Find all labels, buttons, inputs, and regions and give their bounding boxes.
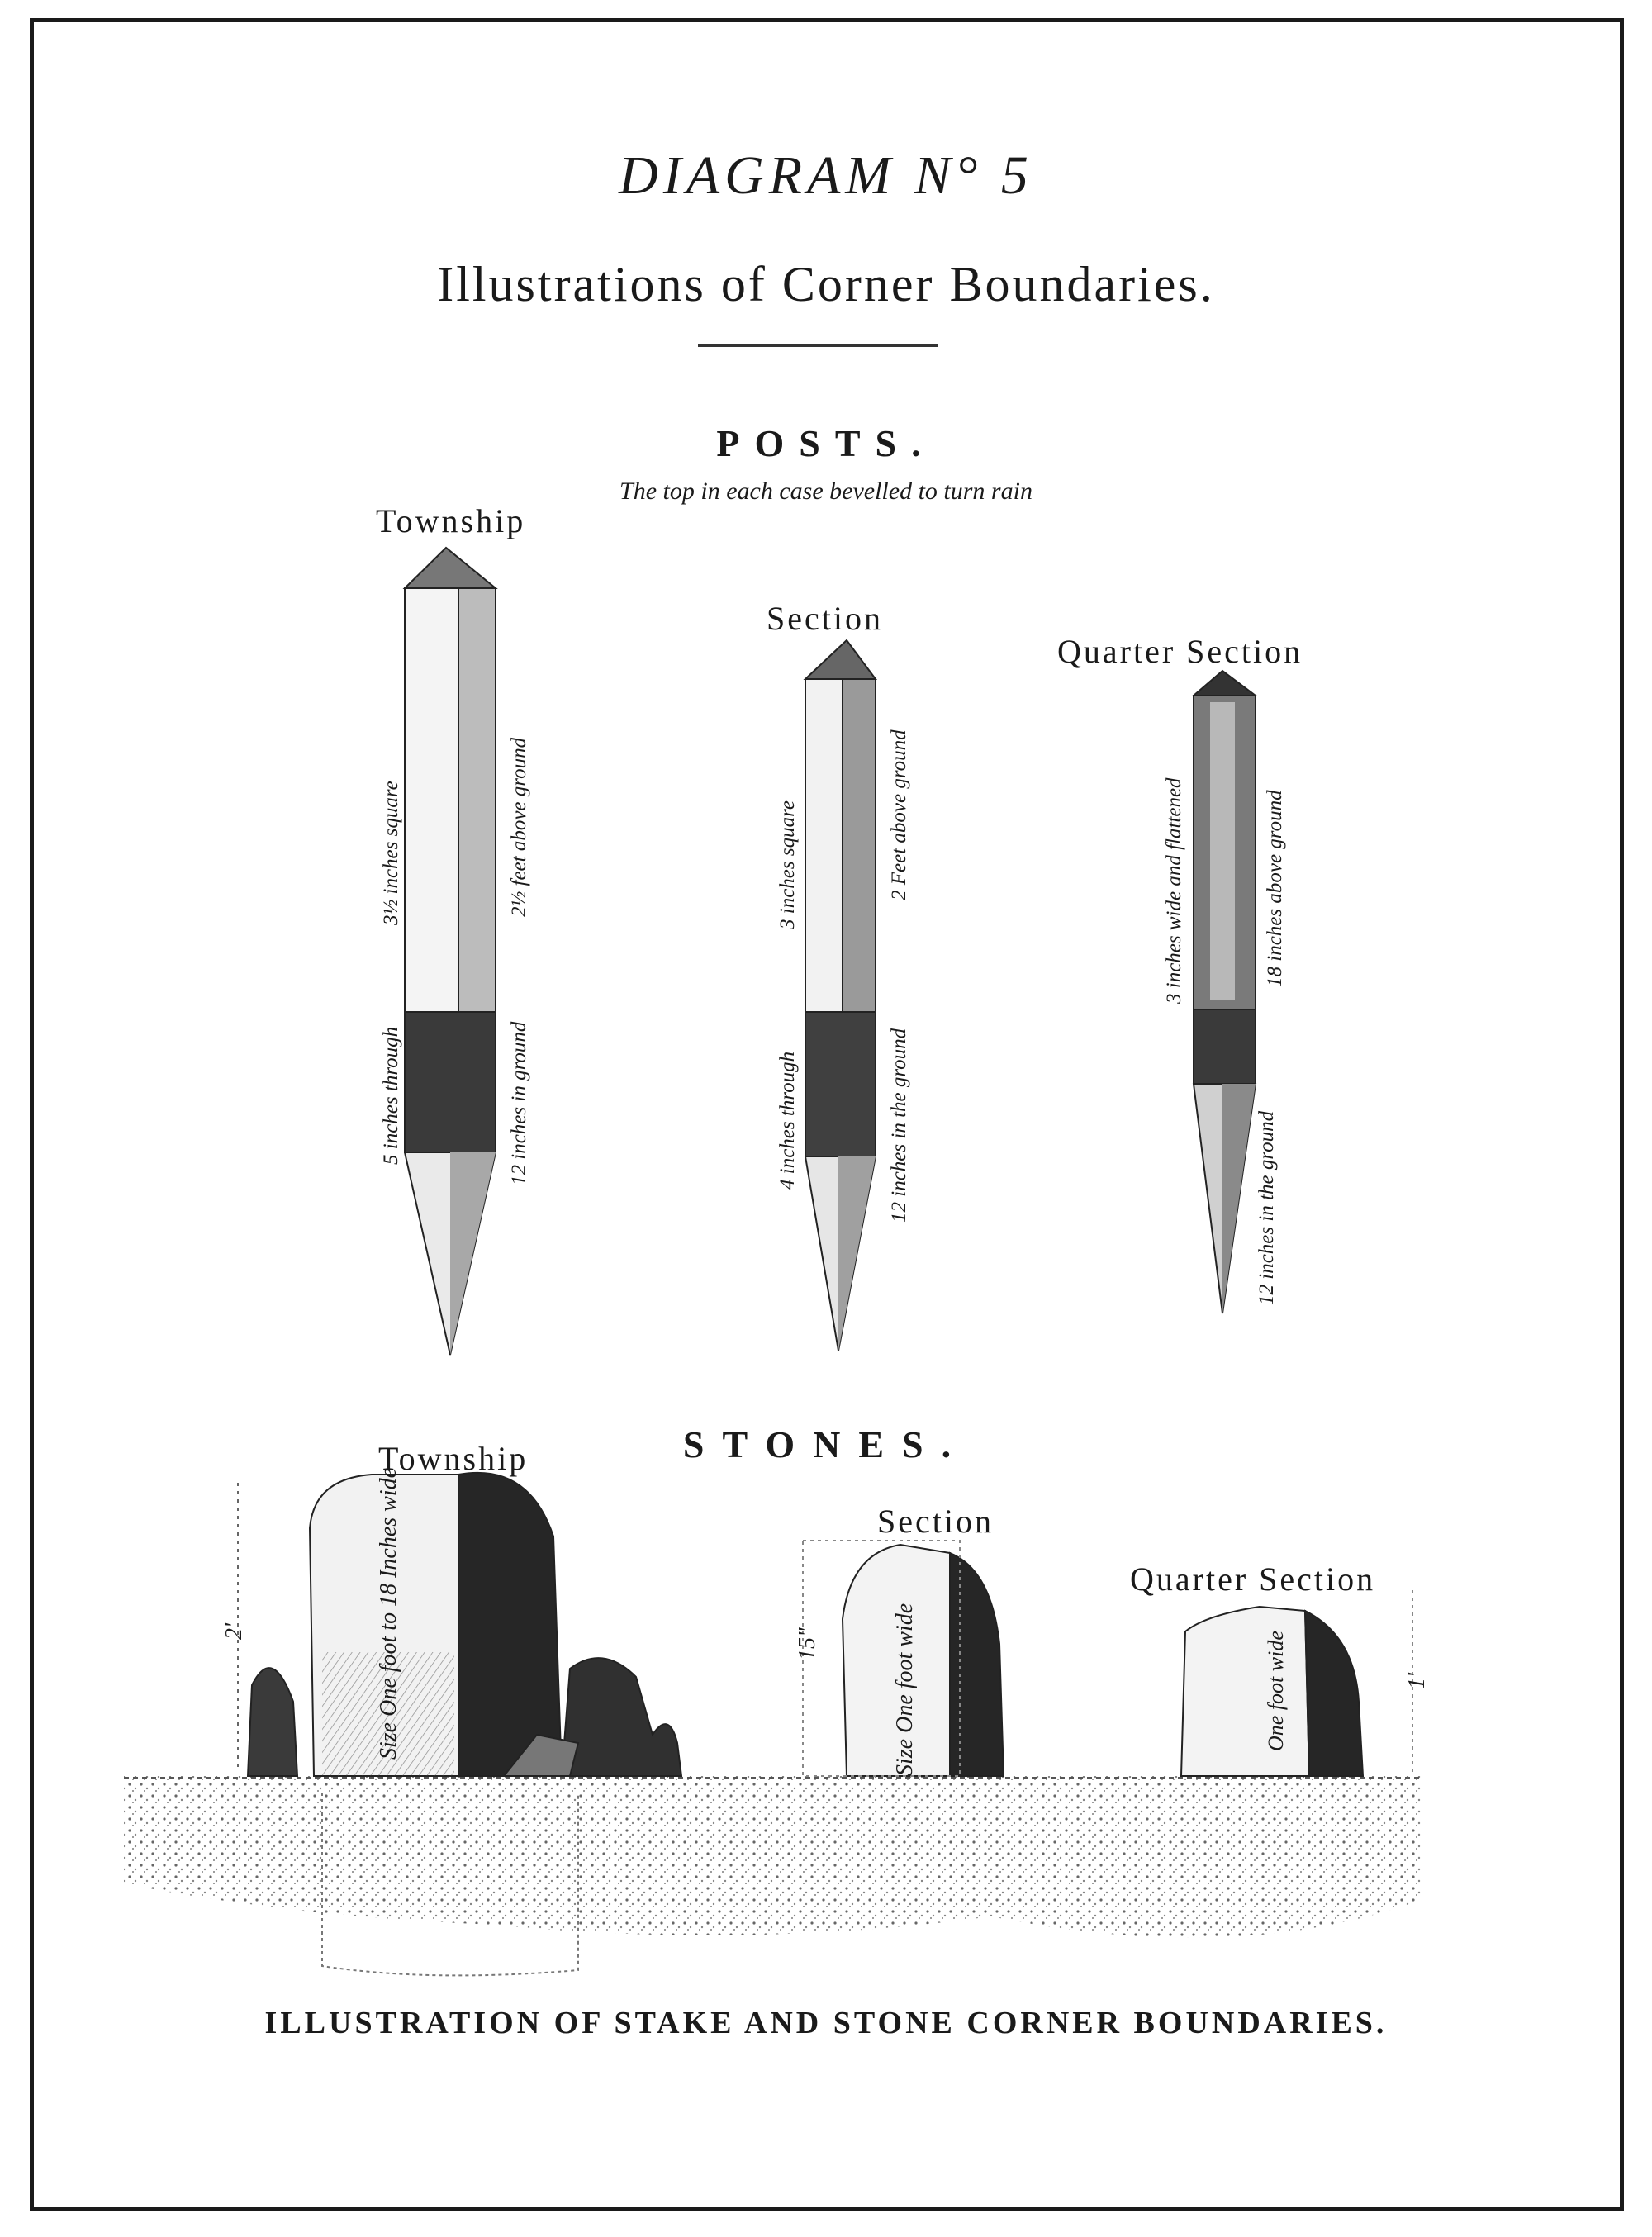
section-stone-label: Section (877, 1503, 994, 1540)
ground (124, 1776, 1421, 1975)
section-stone-size: Size One foot wide (892, 1603, 918, 1776)
section-post (805, 640, 876, 1351)
township-post-through: 5 inches through (380, 1026, 402, 1165)
quarter-section-post-label: Quarter Section (1057, 633, 1303, 670)
township-stone-size: Size One foot to 18 Inches wide (376, 1467, 401, 1760)
diagram-title: DIAGRAM N° 5 (619, 145, 1033, 206)
stones-heading: STONES. (682, 1423, 970, 1465)
section-post-in-ground: 12 inches in the ground (888, 1028, 910, 1223)
section-stone-height: 15" (795, 1627, 820, 1660)
township-post-label: Township (376, 502, 526, 539)
section-post-above: 2 Feet above ground (888, 729, 910, 900)
quarter-stone-size: One foot wide (1264, 1631, 1288, 1751)
quarter-post-above: 18 inches above ground (1264, 790, 1286, 987)
quarter-section-post (1194, 671, 1256, 1313)
township-post-in-ground: 12 inches in ground (508, 1021, 530, 1185)
quarter-stone-height: 1' (1404, 1673, 1430, 1689)
section-post-label: Section (767, 600, 883, 637)
section-post-square: 3 inches square (776, 800, 799, 929)
township-stone-height: 2' (221, 1623, 247, 1640)
township-stone-label: Township (378, 1440, 529, 1477)
section-post-through: 4 inches through (776, 1051, 799, 1190)
posts-heading: POSTS. (716, 422, 936, 464)
quarter-section-stone-label: Quarter Section (1130, 1560, 1376, 1598)
township-post (405, 548, 496, 1355)
township-stone (238, 1473, 681, 1776)
footer-caption: ILLUSTRATION OF STAKE AND STONE CORNER BOUNDARIES. (264, 2006, 1388, 2040)
diagram-subtitle: Illustrations of Corner Boundaries. (437, 257, 1215, 311)
quarter-section-stone (1181, 1590, 1412, 1776)
posts-note: The top in each case bevelled to turn rain (620, 477, 1032, 505)
quarter-post-in-ground: 12 inches in the ground (1256, 1110, 1278, 1305)
township-post-above: 2½ feet above ground (508, 737, 530, 917)
quarter-post-wide: 3 inches wide and flattened (1163, 777, 1185, 1004)
township-post-square: 3½ inches square (380, 781, 402, 925)
